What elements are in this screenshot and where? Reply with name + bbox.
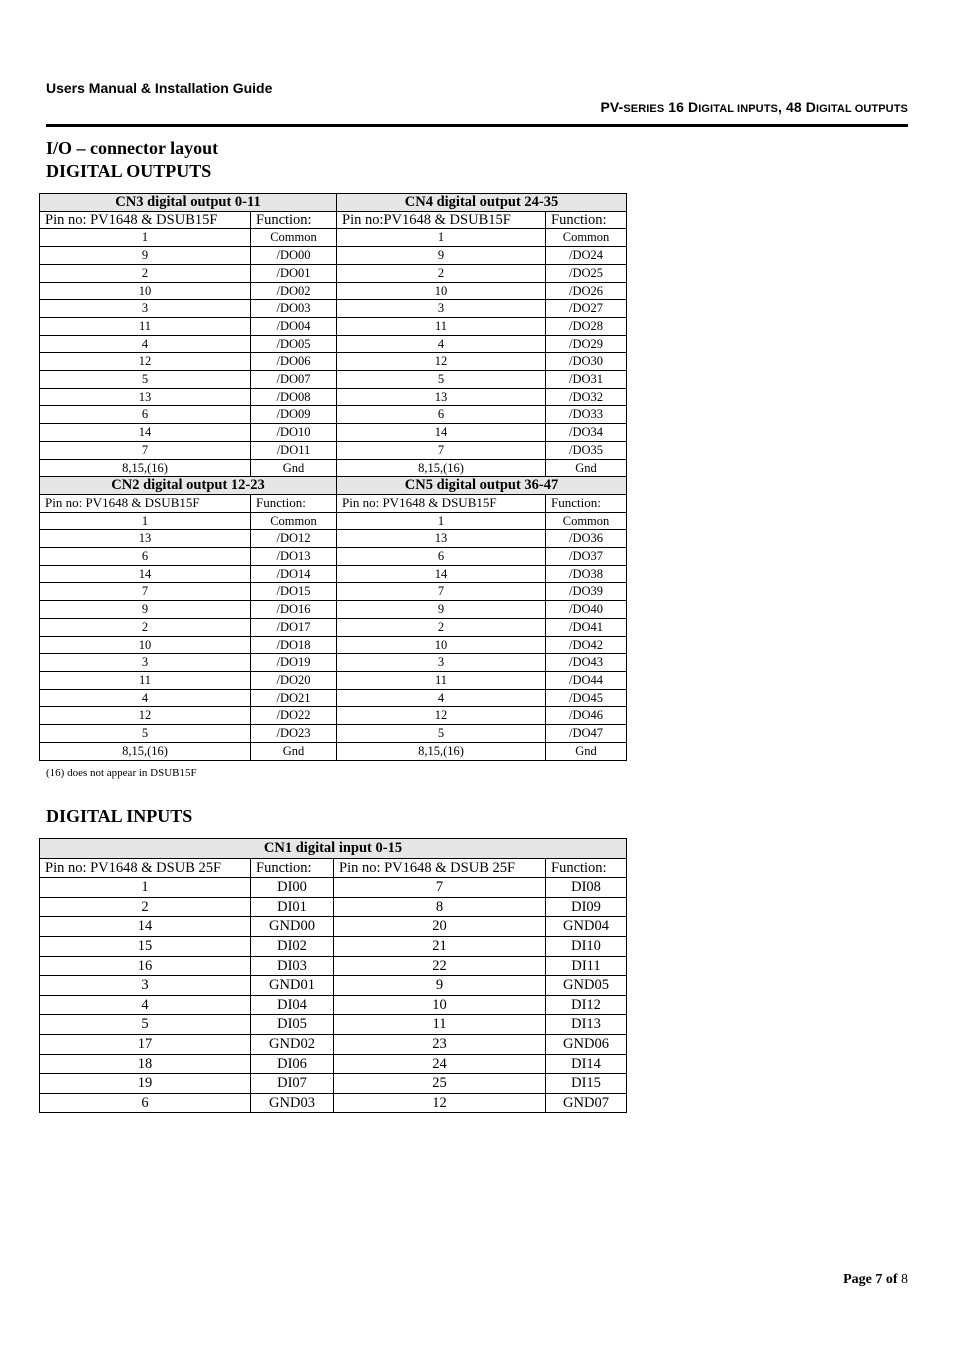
function-cell: /DO25 — [546, 264, 627, 282]
page-label: Page 7 of — [843, 1272, 898, 1287]
table-title-row — [40, 839, 627, 859]
function-cell: /DO30 — [546, 353, 627, 371]
table-row — [40, 512, 627, 530]
function-cell: Common — [546, 512, 627, 530]
function-column-header: Function: — [251, 211, 337, 229]
function-cell: /DO10 — [251, 424, 337, 442]
pin-cell: 12 — [337, 707, 546, 725]
pin-cell: 22 — [334, 956, 546, 976]
pin-cell: 24 — [334, 1054, 546, 1074]
function-cell: Common — [546, 229, 627, 247]
function-cell: /DO35 — [546, 441, 627, 459]
pin-cell: 1 — [337, 512, 546, 530]
pin-cell: 10 — [40, 636, 251, 654]
pin-cell: 25 — [334, 1074, 546, 1094]
function-cell: DI15 — [546, 1074, 627, 1094]
pin-cell: 7 — [40, 441, 251, 459]
section-title-digital-inputs: DIGITAL INPUTS — [46, 806, 193, 826]
pin-column-header: Pin no: PV1648 & DSUB 25F — [40, 858, 251, 878]
pin-cell: 11 — [334, 1015, 546, 1035]
table-row — [40, 565, 627, 583]
header-subtitle-segment: SERIES — [623, 103, 665, 115]
table-row — [40, 671, 627, 689]
function-cell: /DO26 — [546, 282, 627, 300]
function-cell: /DO12 — [251, 530, 337, 548]
table-row — [40, 878, 627, 898]
function-cell: /DO43 — [546, 654, 627, 672]
function-cell: /DO01 — [251, 264, 337, 282]
function-cell: /DO28 — [546, 317, 627, 335]
table-row — [40, 388, 627, 406]
header-subtitle-segment: , 48 D — [777, 99, 816, 115]
function-cell: /DO05 — [251, 335, 337, 353]
table-title-row — [40, 194, 627, 212]
function-cell: DI06 — [251, 1054, 334, 1074]
table-row — [40, 424, 627, 442]
table-row — [40, 636, 627, 654]
function-cell: Common — [251, 229, 337, 247]
function-cell: GND04 — [546, 917, 627, 937]
connector-title: CN4 digital output 24-35 — [337, 194, 627, 212]
pin-cell: 13 — [337, 388, 546, 406]
table-row — [40, 317, 627, 335]
function-cell: DI08 — [546, 878, 627, 898]
table-row — [40, 1054, 627, 1074]
table-row — [40, 1074, 627, 1094]
function-cell: DI09 — [546, 897, 627, 917]
table-row — [40, 282, 627, 300]
pin-cell: 9 — [40, 247, 251, 265]
pin-cell: 4 — [40, 995, 251, 1015]
function-cell: /DO15 — [251, 583, 337, 601]
pin-cell: 5 — [40, 725, 251, 743]
pin-cell: 6 — [40, 548, 251, 566]
pin-cell: 2 — [40, 264, 251, 282]
pin-cell: 7 — [337, 441, 546, 459]
function-cell: /DO21 — [251, 689, 337, 707]
function-cell: /DO34 — [546, 424, 627, 442]
pin-cell: 3 — [40, 300, 251, 318]
function-cell: GND06 — [546, 1034, 627, 1054]
function-column-header: Function: — [546, 494, 627, 512]
pin-cell: 20 — [334, 917, 546, 937]
document-header-subtitle — [600, 99, 908, 115]
pin-cell: 9 — [337, 247, 546, 265]
function-cell: DI14 — [546, 1054, 627, 1074]
pin-cell: 14 — [40, 424, 251, 442]
function-cell: /DO29 — [546, 335, 627, 353]
pin-cell: 8,15,(16) — [40, 742, 251, 760]
function-cell: /DO09 — [251, 406, 337, 424]
pin-cell: 13 — [337, 530, 546, 548]
function-column-header: Function: — [546, 211, 627, 229]
pin-cell: 19 — [40, 1074, 251, 1094]
pin-cell: 2 — [337, 618, 546, 636]
function-cell: /DO39 — [546, 583, 627, 601]
pin-cell: 6 — [40, 1093, 251, 1113]
table-row — [40, 548, 627, 566]
pin-cell: 1 — [40, 878, 251, 898]
table-row — [40, 335, 627, 353]
function-cell: Gnd — [251, 742, 337, 760]
function-cell: /DO44 — [546, 671, 627, 689]
function-cell: /DO03 — [251, 300, 337, 318]
header-subtitle-segment: IGITAL OUTPUTS — [815, 103, 908, 115]
pin-cell: 5 — [337, 371, 546, 389]
table-title-row — [40, 477, 627, 495]
table-row — [40, 707, 627, 725]
function-cell: DI13 — [546, 1015, 627, 1035]
function-cell: /DO36 — [546, 530, 627, 548]
table-row — [40, 353, 627, 371]
pin-cell: 8,15,(16) — [40, 459, 251, 477]
pin-cell: 11 — [40, 317, 251, 335]
table-row — [40, 459, 627, 477]
function-cell: GND01 — [251, 976, 334, 996]
header-subtitle-segment: IGITAL INPUTS — [698, 103, 778, 115]
pin-cell: 1 — [337, 229, 546, 247]
header-subtitle-segment: 16 D — [664, 99, 699, 115]
function-cell: /DO32 — [546, 388, 627, 406]
function-cell: /DO13 — [251, 548, 337, 566]
function-cell: /DO20 — [251, 671, 337, 689]
function-cell: DI00 — [251, 878, 334, 898]
function-cell: /DO18 — [251, 636, 337, 654]
function-cell: /DO11 — [251, 441, 337, 459]
table-row — [40, 229, 627, 247]
function-cell: /DO40 — [546, 601, 627, 619]
pin-cell: 17 — [40, 1034, 251, 1054]
connector-title: CN5 digital output 36-47 — [337, 477, 627, 495]
pin-cell: 2 — [337, 264, 546, 282]
pin-cell: 3 — [337, 654, 546, 672]
table-footnote: (16) does not appear in DSUB15F — [46, 767, 197, 779]
table-row — [40, 530, 627, 548]
pin-cell: 12 — [40, 707, 251, 725]
function-cell: GND07 — [546, 1093, 627, 1113]
pin-cell: 12 — [337, 353, 546, 371]
pin-cell: 14 — [40, 917, 251, 937]
function-cell: GND02 — [251, 1034, 334, 1054]
function-cell: /DO19 — [251, 654, 337, 672]
table-row — [40, 654, 627, 672]
table-row — [40, 1034, 627, 1054]
function-cell: DI11 — [546, 956, 627, 976]
pin-column-header: Pin no: PV1648 & DSUB15F — [40, 494, 251, 512]
function-column-header: Function: — [546, 858, 627, 878]
page-total: 8 — [901, 1272, 908, 1287]
pin-cell: 10 — [334, 995, 546, 1015]
table-row — [40, 917, 627, 937]
pin-cell: 11 — [40, 671, 251, 689]
pin-cell: 4 — [337, 335, 546, 353]
pin-cell: 11 — [337, 317, 546, 335]
pin-cell: 10 — [337, 636, 546, 654]
pin-cell: 12 — [40, 353, 251, 371]
pin-cell: 8,15,(16) — [337, 742, 546, 760]
pin-cell: 12 — [334, 1093, 546, 1113]
pin-cell: 10 — [40, 282, 251, 300]
function-cell: /DO22 — [251, 707, 337, 725]
function-cell: /DO08 — [251, 388, 337, 406]
pin-cell: 18 — [40, 1054, 251, 1074]
function-cell: /DO04 — [251, 317, 337, 335]
function-cell: /DO14 — [251, 565, 337, 583]
pin-cell: 7 — [40, 583, 251, 601]
pin-cell: 9 — [40, 601, 251, 619]
function-column-header: Function: — [251, 494, 337, 512]
table-header-row — [40, 211, 627, 229]
pin-cell: 13 — [40, 530, 251, 548]
function-cell: /DO46 — [546, 707, 627, 725]
pin-cell: 9 — [337, 601, 546, 619]
function-cell: GND03 — [251, 1093, 334, 1113]
function-cell: Common — [251, 512, 337, 530]
function-cell: GND05 — [546, 976, 627, 996]
pin-cell: 1 — [40, 512, 251, 530]
table-row — [40, 583, 627, 601]
pin-cell: 14 — [337, 565, 546, 583]
pin-cell: 6 — [337, 406, 546, 424]
function-cell: DI01 — [251, 897, 334, 917]
table-row — [40, 897, 627, 917]
function-cell: /DO06 — [251, 353, 337, 371]
pin-cell: 3 — [337, 300, 546, 318]
pin-cell: 3 — [40, 654, 251, 672]
digital-inputs-table — [39, 838, 627, 1113]
table-row — [40, 264, 627, 282]
pin-cell: 4 — [40, 335, 251, 353]
pin-cell: 3 — [40, 976, 251, 996]
function-cell: GND00 — [251, 917, 334, 937]
function-cell: /DO47 — [546, 725, 627, 743]
function-cell: /DO37 — [546, 548, 627, 566]
table-row — [40, 247, 627, 265]
pin-column-header: Pin no: PV1648 & DSUB15F — [40, 211, 251, 229]
pin-cell: 23 — [334, 1034, 546, 1054]
pin-cell: 14 — [40, 565, 251, 583]
table-row — [40, 995, 627, 1015]
function-cell: DI10 — [546, 936, 627, 956]
function-cell: /DO02 — [251, 282, 337, 300]
pin-cell: 5 — [40, 371, 251, 389]
table-row — [40, 601, 627, 619]
function-cell: /DO24 — [546, 247, 627, 265]
function-cell: Gnd — [546, 459, 627, 477]
function-cell: /DO42 — [546, 636, 627, 654]
function-cell: /DO17 — [251, 618, 337, 636]
table-row — [40, 742, 627, 760]
table-row — [40, 976, 627, 996]
function-cell: /DO00 — [251, 247, 337, 265]
table-row — [40, 936, 627, 956]
function-cell: DI02 — [251, 936, 334, 956]
table-row — [40, 406, 627, 424]
function-cell: /DO23 — [251, 725, 337, 743]
pin-cell: 11 — [337, 671, 546, 689]
document-header-title: Users Manual & Installation Guide — [46, 80, 273, 96]
table-header-row — [40, 858, 627, 878]
function-cell: DI07 — [251, 1074, 334, 1094]
pin-cell: 7 — [337, 583, 546, 601]
pin-cell: 6 — [337, 548, 546, 566]
function-cell: DI05 — [251, 1015, 334, 1035]
connector-title: CN1 digital input 0-15 — [40, 839, 627, 859]
page-number — [843, 1272, 908, 1288]
function-cell: Gnd — [251, 459, 337, 477]
pin-cell: 5 — [337, 725, 546, 743]
pin-cell: 2 — [40, 618, 251, 636]
digital-outputs-table — [39, 193, 627, 761]
pin-column-header: Pin no:PV1648 & DSUB15F — [337, 211, 546, 229]
function-cell: DI12 — [546, 995, 627, 1015]
function-cell: /DO41 — [546, 618, 627, 636]
pin-cell: 1 — [40, 229, 251, 247]
table-row — [40, 689, 627, 707]
pin-cell: 8 — [334, 897, 546, 917]
function-cell: DI04 — [251, 995, 334, 1015]
pin-cell: 4 — [337, 689, 546, 707]
table-header-row — [40, 494, 627, 512]
connector-title: CN3 digital output 0-11 — [40, 194, 337, 212]
section-title-io-layout: I/O – connector layout — [46, 138, 219, 158]
table-row — [40, 1093, 627, 1113]
pin-cell: 5 — [40, 1015, 251, 1035]
pin-cell: 21 — [334, 936, 546, 956]
function-cell: /DO33 — [546, 406, 627, 424]
table-row — [40, 725, 627, 743]
header-rule — [46, 124, 908, 127]
pin-cell: 2 — [40, 897, 251, 917]
table-row — [40, 1015, 627, 1035]
pin-cell: 6 — [40, 406, 251, 424]
pin-cell: 10 — [337, 282, 546, 300]
pin-column-header: Pin no: PV1648 & DSUB15F — [337, 494, 546, 512]
function-cell: DI03 — [251, 956, 334, 976]
function-cell: /DO27 — [546, 300, 627, 318]
function-cell: /DO16 — [251, 601, 337, 619]
pin-cell: 15 — [40, 936, 251, 956]
pin-cell: 9 — [334, 976, 546, 996]
function-cell: Gnd — [546, 742, 627, 760]
pin-cell: 8,15,(16) — [337, 459, 546, 477]
header-subtitle-segment: PV- — [600, 99, 624, 115]
table-row — [40, 618, 627, 636]
function-cell: /DO07 — [251, 371, 337, 389]
function-cell: /DO31 — [546, 371, 627, 389]
pin-cell: 4 — [40, 689, 251, 707]
section-title-digital-outputs: DIGITAL OUTPUTS — [46, 161, 212, 181]
table-row — [40, 441, 627, 459]
table-row — [40, 956, 627, 976]
function-cell: /DO45 — [546, 689, 627, 707]
table-row — [40, 371, 627, 389]
table-row — [40, 300, 627, 318]
pin-column-header: Pin no: PV1648 & DSUB 25F — [334, 858, 546, 878]
function-column-header: Function: — [251, 858, 334, 878]
function-cell: /DO38 — [546, 565, 627, 583]
pin-cell: 13 — [40, 388, 251, 406]
pin-cell: 7 — [334, 878, 546, 898]
pin-cell: 14 — [337, 424, 546, 442]
pin-cell: 16 — [40, 956, 251, 976]
connector-title: CN2 digital output 12-23 — [40, 477, 337, 495]
